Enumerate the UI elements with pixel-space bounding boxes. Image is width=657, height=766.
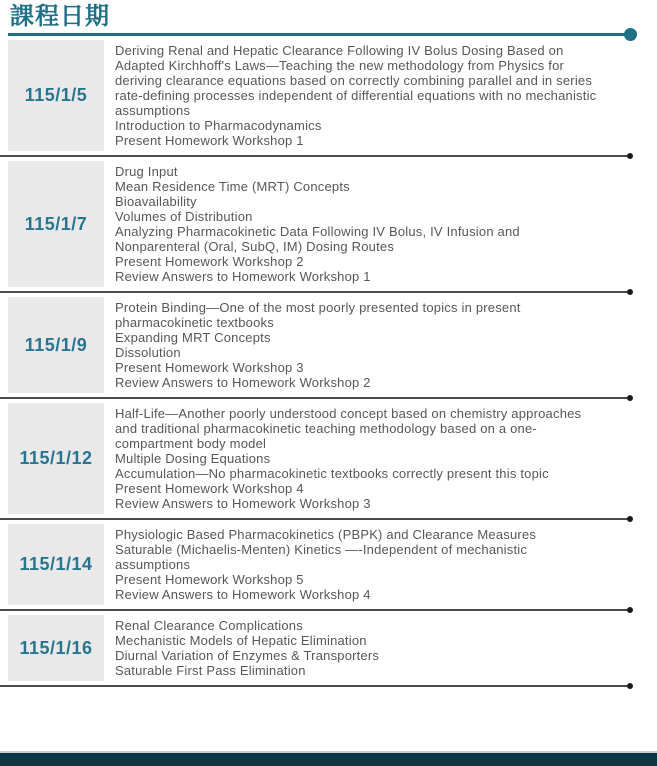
schedule-row [0, 524, 657, 605]
row-divider [0, 518, 630, 520]
topic-list [115, 524, 599, 605]
schedule-row [0, 297, 657, 393]
topic-line: Half-Life—Another poorly understood concept based on chemistry approaches and traditional pharmacokinetic teaching methodology based on a one-compartment body model [115, 406, 582, 451]
schedule-row [0, 161, 657, 287]
topic-list [115, 161, 599, 287]
line-end-dot [627, 516, 633, 522]
date-label: 115/1/5 [24, 85, 88, 105]
topic-line: Review Answers to Homework Workshop 1 [115, 269, 371, 284]
date-label: 115/1/9 [24, 334, 88, 355]
line-end-dot [624, 28, 637, 41]
topic-line: Review Answers to Homework Workshop 2 [115, 375, 371, 390]
date-cell [8, 403, 104, 514]
date-cell [8, 40, 104, 151]
line-end-dot [627, 289, 633, 295]
topic-list [115, 403, 599, 514]
line-end-dot [627, 153, 633, 159]
topic-line: Deriving Renal and Hepatic Clearance Following IV Bolus Dosing Based on Adapted Kirchhoff's Laws—Teaching the new methodology from Physics for deriving clearance equations based on correctly combining parallel and in series rate-defining processes independent of differential equations with no mechanistic assumptions [115, 43, 597, 118]
topic-line: Dissolution [115, 345, 181, 360]
topic-line: Drug Input [115, 164, 178, 179]
topic-line: Mechanistic Models of Hepatic Elimination [115, 633, 367, 648]
row-divider [0, 397, 630, 399]
topic-line: Present Homework Workshop 4 [115, 481, 304, 496]
schedule-row [0, 403, 657, 514]
date-cell [8, 524, 104, 605]
date-label: 115/1/12 [19, 448, 93, 468]
topic-line: Introduction to Pharmacodynamics [115, 118, 322, 133]
line-end-dot [627, 395, 633, 401]
line-end-dot [627, 683, 633, 689]
topic-line: Accumulation—No pharmacokinetic textbooks correctly present this topic [115, 466, 549, 481]
schedule-row [0, 40, 657, 151]
topic-line: Review Answers to Homework Workshop 3 [115, 496, 371, 511]
header [0, 0, 657, 36]
topic-line: Multiple Dosing Equations [115, 451, 271, 466]
topic-line: Saturable (Michaelis-Menten) Kinetics —-Independent of mechanistic assumptions [115, 542, 528, 572]
topic-line: Review Answers to Homework Workshop 4 [115, 587, 371, 602]
bottom-bar [0, 751, 657, 766]
date-cell [8, 615, 104, 681]
topic-line: Saturable First Pass Elimination [115, 663, 306, 678]
topic-line: Expanding MRT Concepts [115, 330, 271, 345]
topic-list [115, 40, 599, 151]
topic-line: Renal Clearance Complications [115, 618, 303, 633]
schedule-row [0, 615, 657, 681]
topic-line: Present Homework Workshop 2 [115, 254, 304, 269]
date-cell [8, 161, 104, 287]
line-end-dot [627, 607, 633, 613]
row-divider [0, 609, 630, 611]
topic-line: Physiologic Based Pharmacokinetics (PBPK) and Clearance Measures [115, 527, 537, 542]
topic-line: Mean Residence Time (MRT) Concepts [115, 179, 350, 194]
topic-line: Present Homework Workshop 5 [115, 572, 304, 587]
topic-line: Bioavailability [115, 194, 197, 209]
row-divider [0, 291, 630, 293]
header-rule [8, 33, 630, 36]
date-label: 115/1/7 [24, 213, 88, 234]
date-cell [8, 297, 104, 393]
row-divider [0, 155, 630, 157]
topic-line: Volumes of Distribution [115, 209, 253, 224]
date-label: 115/1/16 [19, 637, 93, 658]
topic-line: Present Homework Workshop 1 [115, 133, 304, 148]
topic-line: Analyzing Pharmacokinetic Data Following IV Bolus, IV Infusion and Nonparenteral (Oral, SubQ, IM) Dosing Routes [115, 224, 520, 254]
row-divider [0, 685, 630, 687]
topic-line: Diurnal Variation of Enzymes & Transporters [115, 648, 380, 663]
topic-list [115, 297, 599, 393]
schedule-table [0, 40, 657, 687]
date-label: 115/1/14 [19, 554, 93, 574]
topic-line: Protein Binding—One of the most poorly presented topics in present pharmacokinetic textbooks [115, 300, 521, 330]
page-title: 課程日期 [10, 3, 110, 30]
topic-list [115, 615, 599, 681]
topic-line: Present Homework Workshop 3 [115, 360, 304, 375]
